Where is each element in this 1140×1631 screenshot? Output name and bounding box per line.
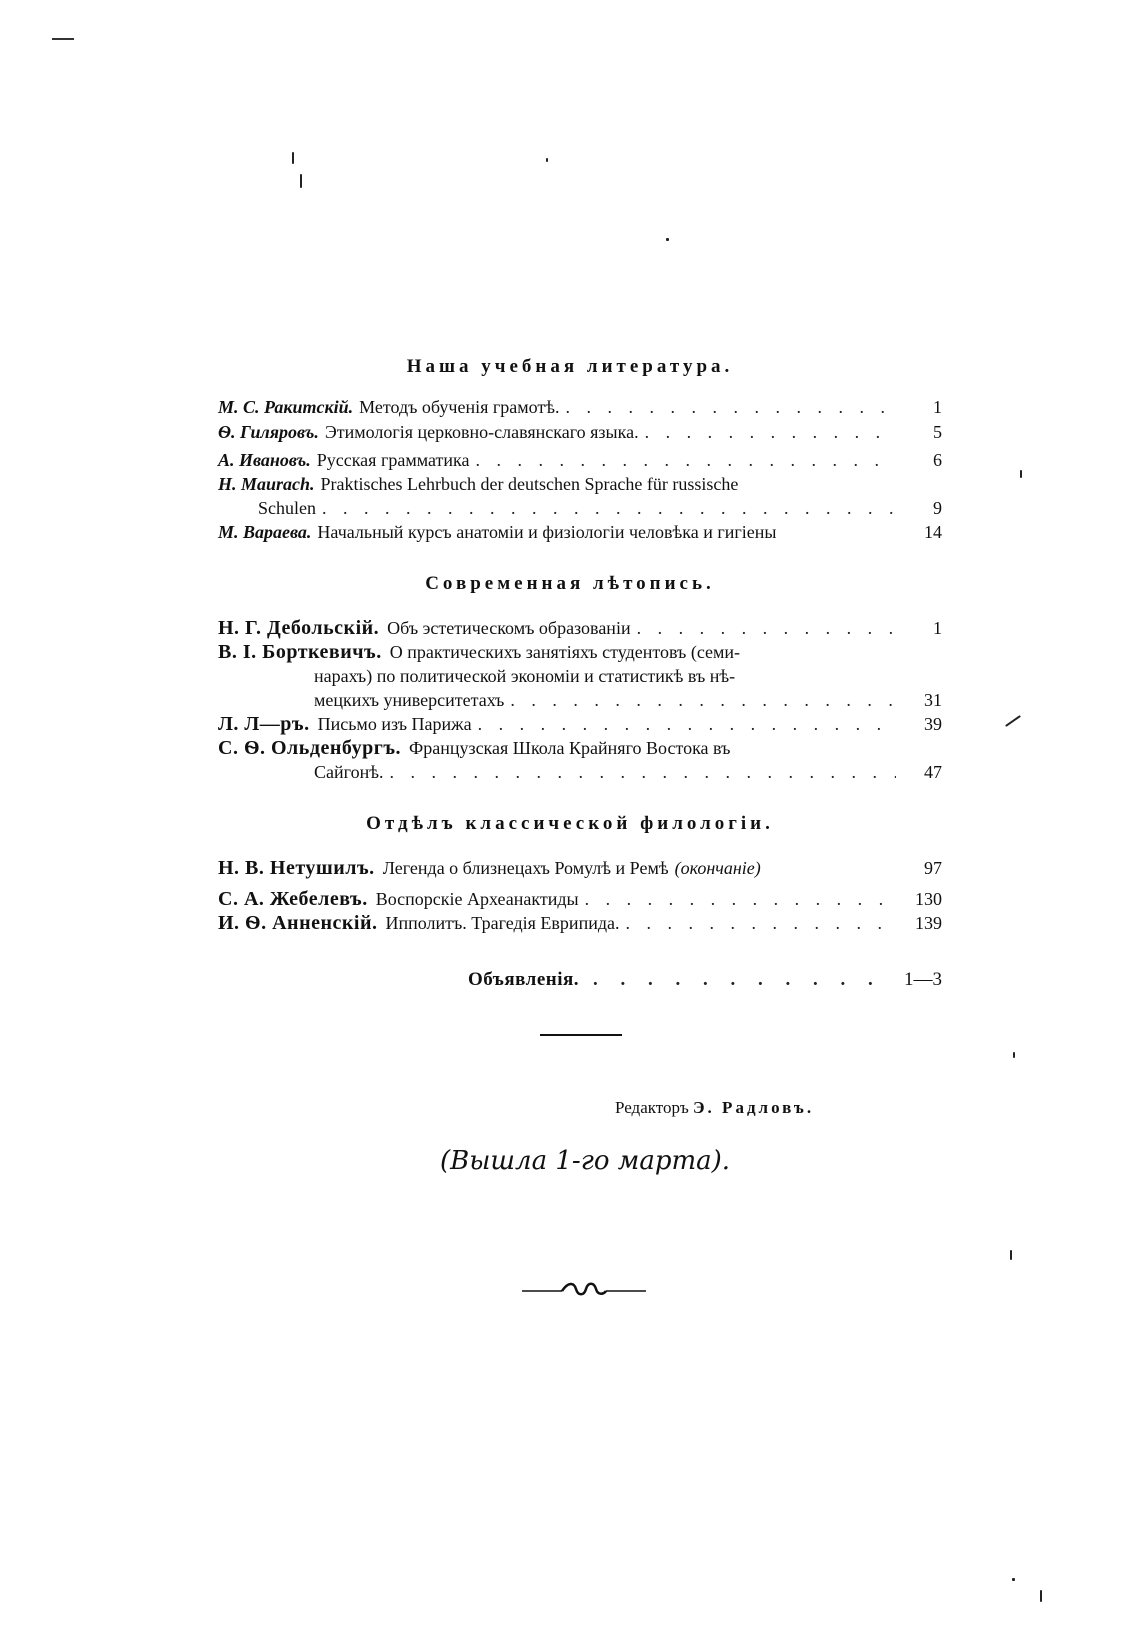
entry-title-line: нарахъ) по политической экономіи и статистикѣ въ нѣ-	[314, 666, 736, 686]
dot-leader	[593, 968, 896, 992]
entry-author: Н. Г. Дебольскій.	[218, 617, 380, 639]
toc-entry	[218, 736, 942, 784]
editor-prefix: Редакторъ	[615, 1098, 689, 1117]
dot-leader	[625, 911, 896, 935]
dot-leader	[478, 712, 896, 736]
toc-entry	[218, 712, 942, 736]
scan-speck	[1040, 1590, 1042, 1602]
entry-page: 5	[933, 422, 942, 442]
toc-entry	[218, 856, 942, 880]
entry-title-line: мецкихъ университетахъ	[314, 690, 505, 710]
editor-name: Э. Радловъ.	[693, 1098, 815, 1117]
entry-page: 9	[933, 498, 942, 518]
ornament-divider	[522, 1280, 646, 1300]
ads-label: Объявленія.	[468, 969, 580, 990]
entry-author: В. І. Борткевичъ.	[218, 641, 382, 663]
entry-page: 47	[924, 762, 942, 782]
entry-title: Объ эстетическомъ образованіи	[387, 618, 631, 638]
entry-page: 1	[933, 397, 942, 417]
entry-author: А. Ивановъ.	[218, 450, 311, 470]
dot-leader	[566, 395, 896, 419]
scan-speck	[546, 158, 548, 162]
toc-entry	[218, 448, 942, 472]
entry-title: Ипполитъ. Трагедія Еврипида.	[385, 913, 620, 933]
entry-author: H. Maurach.	[218, 474, 315, 494]
entry-author: Ѳ. Гиляровъ.	[218, 422, 319, 442]
entry-page: 1	[933, 618, 942, 638]
entry-author: Л. Л—ръ.	[218, 713, 310, 735]
dot-leader	[322, 496, 896, 520]
entry-title: Начальный курсъ анатоміи и физіологіи человѣка и гигіены	[317, 522, 777, 542]
ads-page: 1—3	[904, 969, 942, 990]
scan-speck	[1010, 1250, 1012, 1260]
toc-entry	[218, 640, 942, 712]
entry-page: 6	[933, 450, 942, 470]
entry-page: 139	[915, 913, 942, 933]
entry-title: Русская грамматика	[316, 450, 470, 470]
scan-speck	[1020, 470, 1022, 478]
entry-title: Легенда о близнецахъ Ромулѣ и Ремѣ	[382, 858, 669, 878]
horizontal-rule	[540, 1034, 622, 1036]
entry-title: Praktisches Lehrbuch der deutschen Sprache für russische	[320, 474, 739, 494]
entry-author: М. С. Ракитскій.	[218, 397, 354, 417]
publication-date: (Вышла 1-го марта).	[440, 1146, 731, 1176]
entry-author: Н. В. Нетушилъ.	[218, 857, 375, 879]
dot-leader	[510, 688, 896, 712]
scan-speck	[1012, 1578, 1015, 1581]
dot-leader	[475, 448, 896, 472]
entry-title: Воспорскіе Археанактиды	[375, 889, 579, 909]
entry-page: 39	[924, 714, 942, 734]
scan-speck	[1005, 715, 1021, 727]
scan-edge-mark	[52, 38, 74, 40]
section-title: Современная лѣтопись.	[425, 573, 715, 594]
toc-entry	[218, 520, 942, 544]
toc-entry	[218, 887, 942, 911]
section-title: Отдѣлъ классической филологіи.	[366, 813, 774, 834]
entry-note: (окончаніе)	[674, 858, 761, 878]
entry-author: С. А. Жебелевъ.	[218, 888, 368, 910]
entry-title: Письмо изъ Парижа	[317, 714, 472, 734]
toc-entry	[218, 395, 942, 419]
dot-leader	[637, 616, 896, 640]
ads-entry	[468, 968, 942, 992]
toc-entry	[218, 616, 942, 640]
entry-page: 97	[924, 858, 942, 878]
scan-speck	[666, 238, 669, 241]
dot-leader	[389, 760, 896, 784]
toc-entry	[218, 472, 942, 520]
dot-leader	[645, 420, 896, 444]
entry-title-continuation: Сайгонѣ.	[314, 762, 384, 782]
entry-title-continuation: Schulen	[258, 498, 316, 518]
entry-author: С. Ѳ. Ольденбургъ.	[218, 737, 401, 759]
toc-entry	[218, 911, 942, 935]
scan-speck	[300, 174, 302, 188]
scan-speck	[1013, 1052, 1015, 1058]
entry-author: И. Ѳ. Анненскій.	[218, 912, 378, 934]
entry-page: 14	[924, 522, 942, 542]
dot-leader	[585, 887, 896, 911]
section-title: Наша учебная литература.	[406, 356, 734, 377]
entry-author: М. Вараева.	[218, 522, 312, 542]
entry-title: Этимологія церковно-славянскаго языка.	[324, 422, 639, 442]
entry-page: 31	[924, 690, 942, 710]
entry-title: Методъ обученія грамотѣ.	[359, 397, 560, 417]
scan-speck	[292, 152, 294, 164]
toc-entry	[218, 420, 942, 444]
entry-page: 130	[915, 889, 942, 909]
entry-title: О практическихъ занятіяхъ студентовъ (семи-	[389, 642, 741, 662]
entry-title: Французская Школа Крайняго Востока въ	[408, 738, 731, 758]
editor-line	[615, 1098, 814, 1118]
